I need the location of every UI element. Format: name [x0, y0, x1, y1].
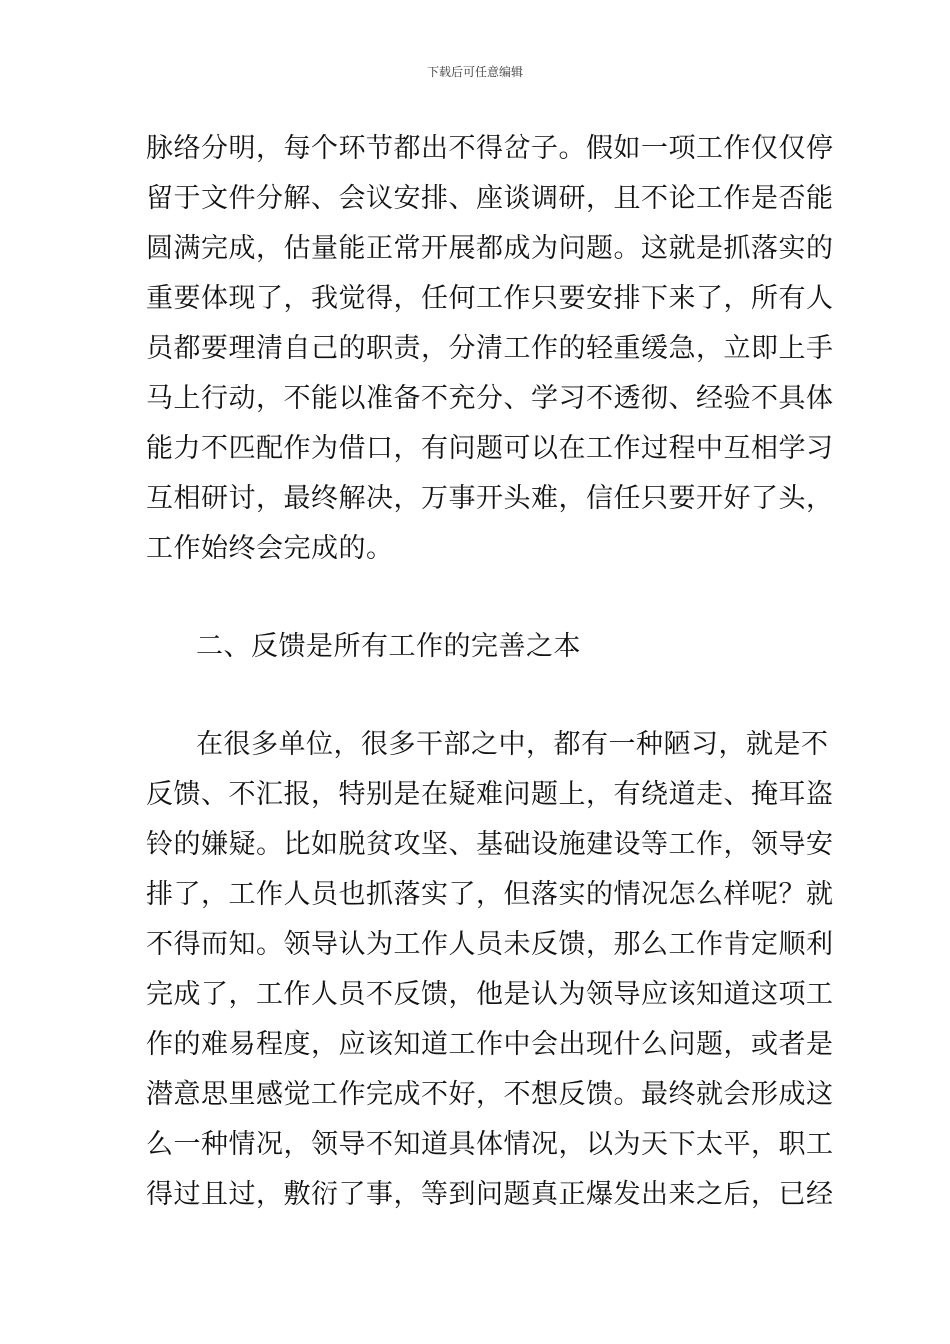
body-line: 脉络分明，每个环节都出不得岔子。假如一项工作仅仅停 [146, 133, 834, 164]
body-line: 反馈、不汇报，特别是在疑难问题上，有绕道走、掩耳盗 [146, 779, 834, 810]
body-line: 互相研讨，最终解决，万事开头难，信任只要开好了头， [146, 483, 834, 514]
body-line: 潜意思里感觉工作完成不好，不想反馈。最终就会形成这 [146, 1079, 834, 1110]
body-line: 重要体现了，我觉得，任何工作只要安排下来了，所有人 [146, 283, 834, 314]
body-line: 工作始终会完成的。 [146, 533, 394, 564]
body-line: 得过且过，敷衍了事，等到问题真正爆发出来之后，已经 [146, 1179, 834, 1210]
body-line: 能力不匹配作为借口，有问题可以在工作过程中互相学习 [146, 433, 834, 464]
body-line: 作的难易程度，应该知道工作中会出现什么问题，或者是 [146, 1029, 834, 1060]
body-line: 排了，工作人员也抓落实了，但落实的情况怎么样呢？就 [146, 879, 834, 910]
body-line: 马上行动，不能以准备不充分、学习不透彻、经验不具体 [146, 383, 834, 414]
body-line: 圆满完成，估量能正常开展都成为问题。这就是抓落实的 [146, 233, 834, 264]
body-line: 么一种情况，领导不知道具体情况，以为天下太平，职工 [146, 1129, 834, 1160]
body-line: 留于文件分解、会议安排、座谈调研，且不论工作是否能 [146, 183, 834, 214]
body-line: 完成了，工作人员不反馈，他是认为领导应该知道这项工 [146, 979, 834, 1010]
body-line: 铃的嫌疑。比如脱贫攻坚、基础设施建设等工作，领导安 [146, 829, 834, 860]
paragraph-first-line: 在很多单位，很多干部之中，都有一种陋习，就是不 [196, 729, 829, 760]
section-heading: 二、反馈是所有工作的完善之本 [196, 631, 581, 662]
body-line: 不得而知。领导认为工作人员未反馈，那么工作肯定顺利 [146, 929, 834, 960]
page-header: 下载后可任意编辑 [426, 65, 523, 79]
body-line: 员都要理清自己的职责，分清工作的轻重缓急，立即上手 [146, 333, 834, 364]
